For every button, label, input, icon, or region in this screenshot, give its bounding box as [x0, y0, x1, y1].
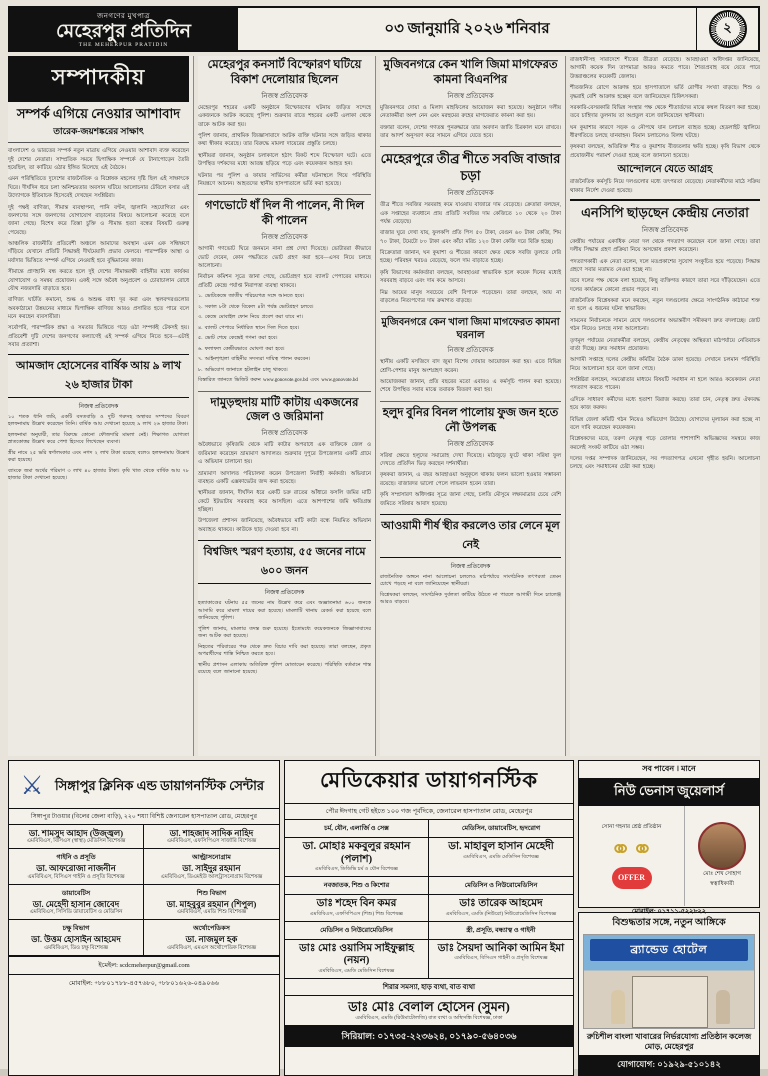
doctor-specialty: ডায়াবেটিস	[61, 889, 91, 897]
ad-mediclear-diagnostic[interactable]	[284, 760, 574, 1076]
doctor-name: ডাঃ শহেদ বিন কমর	[316, 898, 397, 910]
article-para: সরিষা ক্ষেতে হলুদের সমারোহ দেখা দিয়েছে। মাঠজুড়ে ফুটে থাকা সরিষা ফুল দেখতে প্রতিদিন ভিড় করছেন দর্শনার্থীরা।	[380, 452, 561, 468]
article-byline: নিজস্ব প্রতিবেদক	[447, 189, 494, 198]
mediclear-doctor-row	[285, 838, 573, 877]
owner-role: স্বত্বাধিকারী	[710, 881, 734, 887]
doctor-degree: এমবিবিএস, ডিডিভি চর্ম ও যৌন বিশেষজ্ঞ	[314, 866, 399, 873]
masthead-date: ০৩ জানুয়ারি ২০২৬ শনিবার	[384, 20, 550, 37]
clinic-email-label: ইমেইল:	[98, 961, 118, 969]
restaurant-contact-phone: ০১৯২৯-৫১০১৪২	[657, 1059, 721, 1069]
restaurant-photo	[583, 934, 755, 1029]
masthead-nameplate	[10, 8, 238, 50]
ad-singapore-clinic[interactable]	[8, 760, 280, 1076]
restaurant-contact-label: যোগাযোগ:	[617, 1059, 656, 1069]
article-para: ১০ শতক ধানি জমি, একটি বসতবাড়ি ও দুটি গরুসহ অস্থাবর সম্পদের বিবরণ হলফনামায় উল্লেখ করেছেন তিনি। বার্ষিক আয় দেখানো হয়েছে ৯ লাখ ২৬ হাজার টাকা।	[8, 414, 189, 427]
article-para: রাজনৈতিক অঙ্গনে নানা আলোচনা চললেও মাঠপর্যায়ে সাংগঠনিক তৎপরতা তেমন চোখে পড়ছে না বলে জানিয়েছেন স্থানীয়রা।	[380, 574, 561, 588]
editorial-para: সর্বোপরি, পারস্পরিক শ্রদ্ধা ও সমতার ভিত্তিতে গড়ে ওঠা সম্পর্কই টেকসই হয়। প্রতিবেশী দুটি দেশের জনগণের কল্যাণেই এই সম্পর্ক এগিয়ে নিতে হবে—এটাই সবার প্রত্যাশা।	[8, 325, 189, 349]
clinic-phone-value: +৮৮০১৭৮৮-৪৫৭৬৮০, +৮৮০১৬২৬-০৪৯০৬৬	[94, 979, 219, 987]
article	[380, 151, 561, 305]
doctor-card	[9, 885, 144, 920]
divider	[380, 311, 561, 312]
doctor-name: ডাঃ সৈয়দা আনিকা আমিন ইমা	[437, 942, 565, 954]
doctor-name: ডা. শাহজাদ সাদিক নাহিদ	[169, 828, 254, 838]
article-headline: আওয়ামী শীর্ষ স্থীর করলেও তার লেনে মূল নেই	[380, 514, 561, 558]
article-para: পুলিশ জানায়, মামলার তদন্ত শুরু হয়েছে। ইতোমধ্যে কয়েকজনকে জিজ্ঞাসাবাদের জন্য আটক করা হয়েছে।	[198, 626, 371, 640]
restaurant-signboard: ব্র্যান্ডেড হোটেল	[590, 939, 748, 961]
doctor-card	[285, 895, 429, 921]
editorial-banner: সম্পাদকীয়	[8, 56, 189, 102]
ad-clinic-header	[9, 761, 279, 809]
doctor-degree: এমবিবিএস, এমএস অর্থোপেডিক বিশেষজ্ঞ	[166, 944, 256, 951]
article-para: মুজিবনগরে দোয়া ও মিলাদ মাহফিলের আয়োজন করা হয়েছে। অনুষ্ঠানে দলীয় নেতাকর্মীরা অংশ নেন এবং মরহুমের রুহের মাগফেরাত কামনা করা হয়।	[380, 104, 561, 120]
doctor-card	[9, 825, 144, 849]
article-byline: নিজস্ব প্রতিবেদক	[641, 225, 689, 234]
masthead	[8, 6, 760, 52]
doctor-name: ডা. মেহেদী হাসান জোবেদ	[32, 898, 120, 909]
serial-label: সিরিয়াল:	[341, 1030, 376, 1041]
doctor-name: ডা. নাজমুল হক	[185, 934, 238, 945]
article-list-item: ৩. কেন্দ্রে মোবাইল ফোন নিয়ে প্রবেশ করা যাবে না।	[198, 315, 303, 320]
jewellers-owner	[684, 806, 759, 906]
page-number: ২	[716, 17, 740, 41]
editorial-byline: তারেক-জয়শঙ্করের সাক্ষাৎ	[8, 124, 189, 143]
doctor-name: ডাঃ মোঃ বেলাল হোসেন (সুমন)	[348, 999, 510, 1015]
clinic-phone-label: মোবাইল:	[69, 979, 93, 987]
ad-new-venus-jewellers[interactable]	[578, 760, 760, 915]
article-para: ঘন কুয়াশার কারণে সড়ক ও নৌপথে যান চলাচল ব্যাহত হচ্ছে। হেডলাইট জ্বালিয়ে ধীরগতিতে চলছে যানবাহন। বিমান চলাচলেও বিলম্ব ঘটছে।	[570, 124, 760, 139]
owner-photo	[698, 822, 746, 870]
category-label: মেডিসিন, ডায়াবেটিস, হৃদরোগ	[461, 825, 541, 832]
article-list-item: ১. ভোটকেন্দ্রে জাতীয় পরিচয়পত্র সঙ্গে আনতে হবে।	[198, 294, 305, 299]
article-byline: নিজস্ব প্রতিবেদক	[261, 91, 308, 100]
article-byline: নিজস্ব প্রতিবেদক	[450, 563, 491, 570]
ad-clinic-doctor-grid	[9, 825, 279, 956]
divider	[198, 391, 371, 392]
doctor-card	[144, 920, 279, 955]
divider	[380, 146, 561, 147]
article-para: আগামী সপ্তাহে দলের কেন্দ্রীয় কমিটির বৈঠক ডাকা হয়েছে। সেখানে চলমান পরিস্থিতি নিয়ে আলোচনা হবে বলে জানা গেছে।	[570, 357, 760, 372]
doctor-degree: এমবিবিএস, ডিএমইউ আলট্রাসনোগ্রাম বিশেষজ্ঞ	[160, 873, 263, 880]
article-para: ভ্রাম্যমাণ আদালত পরিচালনা করেন উপজেলা নির্বাহী কর্মকর্তা। অভিযানে ব্যবহৃত একটি এক্সকাভেটর জব্দ করা হয়েছে।	[198, 470, 371, 485]
article-headline: বিশ্বজিৎ স্মরণ হত্যায়, ৫৫ জনের নামে ৬০০ জনন	[198, 540, 371, 584]
editorial-headline: সম্পর্ক এগিয়ে নেওয়ার আশাবাদ	[16, 106, 181, 121]
jewellers-tagline: সোনা গহনার শ্রেষ্ঠ প্রতিষ্ঠান	[601, 824, 662, 831]
jewellers-left	[579, 806, 684, 906]
article	[198, 396, 371, 535]
doctor-specialty: অর্থোপেডিকস	[193, 925, 230, 933]
article-para: রাজধানীসহ সারাদেশে শীতের তীব্রতা বেড়েছে। আবহাওয়া অধিদপ্তর জানিয়েছে, আগামী কয়েক দিন তাপমাত্রা আরও কমতে পারে। শৈত্যপ্রবাহ বয়ে যেতে পারে উত্তরাঞ্চলের কয়েকটি জেলায়।	[570, 57, 760, 80]
article-para: আগামী গণভোট ঘিরে জনমনে নানা প্রশ্ন দেখা দিয়েছে। ভোটাররা কীভাবে ভোট দেবেন, কোন পদ্ধতিতে ভোট গ্রহণ করা হবে—এসব নিয়ে চলছে আলোচনা।	[198, 246, 371, 269]
article-para: হলফনামা অনুযায়ী, তার বিরুদ্ধে কোনো ফৌজদারি মামলা নেই। শিক্ষাগত যোগ্যতা স্নাতকোত্তর উল্লেখ করে পেশা হিসেবে লিখেছেন ব্যবসা।	[8, 432, 189, 445]
article-para: ব্যাংকে জমা অর্থের পরিমাণ ৩ লাখ ৪০ হাজার টাকা। কৃষি খাত থেকে বার্ষিক আয় ৭৮ হাজার টাকা দেখানো হয়েছে।	[8, 468, 189, 481]
doctor-card	[429, 895, 573, 921]
doctor-card	[285, 838, 429, 876]
mediclear-serial-contact[interactable]	[285, 1026, 573, 1047]
masthead-title: মেহেরপুর প্রতিদিন	[55, 21, 192, 43]
restaurant-contact[interactable]	[579, 1055, 759, 1075]
article-list-item: ৬. ফলাফল কেন্দ্রীয়ভাবে ঘোষণা করা হবে।	[198, 346, 285, 352]
column-three	[380, 56, 566, 756]
article-links: বিস্তারিত জানতে ভিজিট করুন www.gonovote.gov.bd এবং www.gonovote.bd	[198, 378, 358, 383]
article-para: বিশ্লেষকরা বলছেন, সাংগঠনিক দুর্বলতা কাটিয়ে উঠতে না পারলে আগামী দিনে চ্যালেঞ্জ আরও বাড়বে।	[380, 592, 561, 606]
article	[198, 199, 371, 384]
article-headline: গণভোটে ধাঁ দিল নী পালেন, নী দিল কী পালেন	[204, 200, 365, 228]
article-para: মেহেরপুর শহরের একটি অনুষ্ঠানে বিস্ফোরণের ঘটনায় জড়িত সন্দেহে একজনকে আটক করেছে পুলিশ। শুক্রবার রাতে শহরের একটি এলাকা থেকে তাকে আটক করা হয়।	[198, 104, 371, 128]
category-label: নবজাতক, শিশু ও কিশোর	[285, 877, 429, 894]
article-para: হত্যাকাণ্ডের ঘটনায় ৫৫ জনের নাম উল্লেখ করে এবং অজ্ঞাতনামা ৬০০ জনকে আসামি করে মামলা দায়ের করা হয়েছে। মামলাটি থানায় রেকর্ড করা হয়েছে বলে জানিয়েছে পুলিশ।	[198, 601, 371, 622]
doctor-card	[285, 996, 573, 1026]
category-label: স্ত্রী, প্রসূতি, বন্ধ্যাত্ব ও গাইনী	[466, 926, 536, 934]
article-para: নির্বাচন কমিশন সূত্রে জানা গেছে, ভোটগ্রহণ হবে ব্যালট পেপারের মাধ্যমে। প্রতিটি কেন্দ্রে পর্যাপ্ত নিরাপত্তা ব্যবস্থা থাকবে।	[198, 274, 371, 289]
doctor-card	[429, 838, 573, 876]
doctor-name: ডা. মাহাবুল হাসান মেহেদী	[448, 841, 554, 852]
article-list-item: ৭. আইনশৃঙ্খলা বাহিনীর সদস্যরা দায়িত্ব পালন করবেন।	[198, 357, 310, 362]
article-para: আয়োজকরা জানান, প্রতি বছরের মতো এবারও এ কর্মসূচি পালন করা হয়েছে। শেষে উপস্থিত সবার মাঝে তবারক বিতরণ করা হয়।	[380, 379, 561, 394]
ad-clinic-title: সিঙ্গাপুর ক্লিনিক এন্ড ডায়াগনস্টিক সেন্টার	[55, 777, 265, 793]
ad-mediclear-address: পৌর ঈদগাহ গেট হইতে ১০০ গজ পূর্বদিকে, জেনারেল হাসপাতাল রোড, মেহেরপুর	[285, 804, 573, 820]
article-para: পুলিশ জানায়, প্রাথমিক জিজ্ঞাসাবাদে আটক ব্যক্তি ঘটনার সঙ্গে জড়িত থাকার কথা স্বীকার করেছে। তার বিরুদ্ধে মামলা দায়েরের প্রস্তুতি চলছে।	[198, 133, 371, 148]
article-para: তৃণমূল পর্যায়ের নেতাকর্মীরা বলছেন, কেন্দ্রীয় নেতৃত্বের অস্থিরতা মাঠপর্যায়ে নেতিবাচক বার্তা দিচ্ছে। দ্রুত সমাধান প্রয়োজন।	[570, 337, 760, 352]
article-para: বাজার ঘুরে দেখা যায়, ফুলকপি প্রতি পিস ৫০ টাকা, বেগুন ৬০ টাকা কেজি, শিম ৭০ টাকা, টমেটো ৮০ টাকা এবং কাঁচা মরিচ ১২০ টাকা কেজি দরে বিক্রি হচ্ছে।	[380, 230, 561, 245]
category-label: মেডিসিন ও নিউরোমেডিসিন	[285, 922, 429, 939]
article-para: বিক্রেতারা জানান, ঘন কুয়াশা ও শীতের কারণে ক্ষেত থেকে সবজি তুলতে দেরি হচ্ছে। পরিবহন খরচও বেড়েছে, ফলে দাম বাড়াতে হচ্ছে।	[380, 250, 561, 265]
clinic-phone[interactable]	[9, 975, 279, 992]
doctor-degree: এমবিবিএস, বিসিএস (স্বাস্থ্য) মেডিসিন বিশেষজ্ঞ	[26, 838, 126, 845]
ad-clinic-phone-row[interactable]	[9, 974, 279, 992]
category-label: চর্ম, যৌন, এলার্জি ও সেক্স	[285, 820, 429, 837]
jewellers-phone[interactable]: মোবাইল: ০১৭১১-৫২২৮২২	[631, 908, 707, 915]
article-list-item: ৫. ভোট শেষে কেন্দ্রেই গণনা করা হবে।	[198, 336, 278, 341]
doctor-card	[144, 885, 279, 920]
page-seal-icon	[709, 10, 747, 48]
clinic-email[interactable]	[9, 957, 279, 974]
doctor-name: ডা. উত্তম হোসাইন আহমেদ	[31, 934, 121, 945]
person-figure	[611, 990, 625, 1024]
doctor-name: ডা. শামসুদ আহাদ (উজ্জ্বল)	[28, 828, 124, 838]
article-para: অবৈধভাবে কৃষিজমি থেকে মাটি কাটার অপরাধে এক ব্যক্তিকে জেল ও জরিমানা করেছেন ভ্রাম্যমাণ আদালত। শুক্রবার দুপুরে উপজেলার একটি গ্রামে এ অভিযান চালানো হয়।	[198, 442, 371, 466]
article-byline: নিজস্ব প্রতিবেদক	[447, 91, 494, 100]
doctor-card	[429, 940, 573, 978]
editorial-para: আঞ্চলিক রাজনীতি প্রতিবেশী অঞ্চলে আমাদের অবস্থান এমন এক সন্ধিক্ষণে দাঁড়িয়ে যেখানে প্রতিটি সিদ্ধান্তই দীর্ঘমেয়াদি প্রভাব ফেলবে। পারস্পরিক আস্থা ও মর্যাদার ভিত্তিতে সম্পর্ক এগিয়ে নেওয়াই হবে বুদ্ধিমানের কাজ।	[8, 241, 189, 264]
doctor-degree: এমবিবিএস, এমডি শিশু বিশেষজ্ঞ	[176, 909, 247, 916]
article-para: এদিকে সাধারণ কর্মীদের মধ্যে হতাশা বিরাজ করছে। তারা চান, নেতৃত্ব দ্রুত ঐক্যবদ্ধ হয়ে কাজ করুক।	[570, 396, 760, 412]
article-para: স্ত্রীর নামে ২৫ ভরি স্বর্ণালংকার এবং নগদ ২ লাখ টাকা রয়েছে বলেও হলফনামায় উল্লেখ করা হয়েছে।	[8, 450, 189, 463]
column-four	[570, 56, 760, 756]
category-label: শিরার সমস্যা, হাড় ব্যথা, বাত ব্যথা	[285, 979, 573, 996]
doctor-name: ডা. সাইদুর রহমান	[182, 863, 241, 874]
doctor-degree: এমবিবিএস, ডিও চক্ষু বিশেষজ্ঞ	[43, 944, 108, 951]
column-two	[198, 56, 376, 756]
category-label: মেডিসিন ও নিউরোমেডিসিন	[464, 882, 538, 890]
doctor-specialty: আল্ট্রাসনোগ্রাম	[192, 854, 231, 862]
ad-clinic-contact[interactable]	[9, 956, 279, 974]
doctor-specialty: গাইনি ও প্রসূতি	[56, 854, 96, 862]
article-para: রাজনৈতিক বিশ্লেষকরা মনে করছেন, নতুন দলগুলোর ক্ষেত্রে সাংগঠনিক কাঠামো শক্ত না হলে এ ধরনের ঘটনা স্বাভাবিক।	[570, 298, 760, 313]
article-para: স্থানীয়রা জানান, অনুষ্ঠান চলাকালে হঠাৎ বিকট শব্দে বিস্ফোরণ ঘটে। এতে উপস্থিত দর্শকদের মধ্যে আতঙ্ক ছড়িয়ে পড়ে এবং কয়েকজন আহত হন।	[198, 152, 371, 168]
article-para: রাজনৈতিক কর্মসূচি নিয়ে দলগুলোর মধ্যে তৎপরতা বেড়েছে। নেতাকর্মীদের মাঠে সক্রিয় থাকার নির্দেশ দেওয়া হয়েছে।	[570, 179, 760, 194]
doctor-degree: এমবিবিএস, এমডি মেডিসিন বিশেষজ্ঞ	[463, 853, 539, 860]
clinic-logo-icon: ⚔	[20, 771, 44, 800]
doctor-card	[9, 920, 144, 955]
article-para: স্থানীয়রা জানান, দীর্ঘদিন ধরে একটি চক্র রাতের আঁধারে ফসলি জমির মাটি কেটে ইটভাটায় সরবরাহ করে আসছিল। এতে আশপাশের জমি ক্ষতিগ্রস্ত হচ্ছিল।	[198, 490, 371, 513]
article	[380, 406, 561, 508]
ad-mediclear-title: মেডিকেয়ার ডায়াগনস্টিক	[285, 761, 573, 804]
article-para: পদত্যাগকারী এক নেতা বলেন, দলে মতপ্রকাশের সুযোগ সংকুচিত হয়ে পড়েছে। সিদ্ধান্ত গ্রহণে সবার মতামত নেওয়া হচ্ছে না।	[570, 258, 760, 273]
article-para: সরকারি-বেসরকারি বিভিন্ন সংস্থার পক্ষ থেকে শীতার্তদের মাঝে কম্বল বিতরণ করা হচ্ছে। তবে চাহিদার তুলনায় তা অপ্রতুল বলে জানিয়েছেন স্থানীয়রা।	[570, 104, 760, 120]
article-byline: নিজস্ব প্রতিবেদক	[447, 346, 494, 355]
ad-stack-right	[578, 760, 760, 1076]
doctor-degree: এমবিবিএস, বিসিএস গাইনী ও প্রসূতি বিশেষজ্ঞ	[454, 955, 548, 962]
editorial-para: সীমান্তে প্রাণহানি বন্ধ করতে হলে দুই দেশের সীমান্তরক্ষী বাহিনীর মধ্যে কার্যকর যোগাযোগ ও সমন্বয় প্রয়োজন। একই সঙ্গে অবৈধ অনুপ্রবেশ ও চোরাচালান রোধে যৌথ নজরদারি বাড়াতে হবে।	[8, 269, 189, 292]
doctor-degree: এমবিবিএস, এমডি মেডিসিন বিশেষজ্ঞ	[318, 968, 395, 974]
article-para: বিশ্লেষকদের মতে, তরুণ নেতৃত্ব গড়ে তোলার পাশাপাশি অভিজ্ঞদের সমন্বয়ে কাজ করলেই সংকট কাটিয়ে ওঠা সম্ভব।	[570, 436, 760, 451]
doctor-degree: এমবিবিএস, এফসিপিএস (শিশু) শিশু বিশেষজ্ঞ	[309, 910, 404, 917]
article-para: উপজেলা প্রশাসন জানিয়েছে, অবৈধভাবে মাটি কাটা বন্ধে নিয়মিত অভিযান অব্যাহত থাকবে। কাউকে ছাড় দেওয়া হবে না।	[198, 518, 371, 533]
article-para: কেন্দ্রীয় পর্যায়ের একাধিক নেতা দল থেকে পদত্যাগ করেছেন বলে জানা গেছে। তারা দলীয় সিদ্ধান্ত গ্রহণ প্রক্রিয়া নিয়ে অসন্তোষ প্রকাশ করেছেন।	[570, 238, 760, 254]
divider	[380, 401, 561, 402]
article-headline: দামুড়হুদায় মাটি কাটায় একজনের জেল ও জরিমানা	[210, 396, 359, 424]
article-headline: এনসিপি ছাড়ছেন কেন্দ্রীয় নেতারা	[581, 204, 749, 220]
doctor-specialty: চক্ষু বিভাগ	[62, 925, 90, 933]
ad-clinic-address: সিঙ্গাপুর টাওয়ার (বিলের জেলা বাড়ি), ২২০ শয্যা বিশিষ্ট জেনারেল হাসপাতাল রোড, মেহেরপুর	[9, 809, 279, 825]
article-para: তীব্র শীতে সবজির সরবরাহ কমে যাওয়ায় বাজারে দাম বেড়েছে। ক্রেতারা বলছেন, এক সপ্তাহের ব্যবধানে প্রায় প্রতিটি সবজির দাম কেজিতে ১০ থেকে ২০ টাকা পর্যন্ত বেড়েছে।	[380, 202, 561, 225]
mediclear-doctor-row	[285, 940, 573, 979]
article-para: ঘটনার পর পুলিশ ও ফায়ার সার্ভিসের কর্মীরা ঘটনাস্থলে গিয়ে পরিস্থিতি নিয়ন্ত্রণে আনেন। আহতদের স্থানীয় হাসপাতালে ভর্তি করা হয়েছে।	[198, 172, 371, 187]
column-editorial	[8, 56, 194, 756]
jewellers-body	[579, 806, 759, 906]
article-headline: মুজিবনগরে কেন খালি জিমা মাগফেরত কামনা বিএনপির	[383, 59, 558, 86]
doctor-degree: এমবিবিএস, সিসিডি ডায়াবেটিস ও মেডিসিন	[29, 909, 123, 916]
article-byline: নিজস্ব প্রতিবেদক	[261, 429, 308, 438]
owner-name: মোঃ শেখ সোহাগ	[703, 871, 741, 878]
article-byline: নিজস্ব প্রতিবেদক	[261, 233, 308, 242]
masthead-subtitle: THE MEHERPUR PRATIDIN	[78, 41, 169, 48]
mediclear-category-row	[285, 820, 573, 838]
masthead-kicker: জনগণের মুখপাত্র	[96, 12, 151, 21]
restaurant-caption: রুচিশীল বাংলা খাবারের নির্ভরযোগ্য প্রতিষ্ঠান কলেজ মোড়, মেহেরপুর	[586, 1032, 752, 1051]
jewellers-tagline-top: সব পাবেন । মানে	[579, 761, 759, 779]
article-headline: আমজাদ হোসেনের বার্ষিক আয় ৯ লাখ ২৬ হাজার টাকা	[8, 354, 189, 398]
article-para: বক্তারা বলেন, দেশের গণতন্ত্র পুনরুদ্ধারে তার অবদান জাতি চিরকাল মনে রাখবে। তার আদর্শ অনুসরণ করে সামনে এগিয়ে যেতে হবে।	[380, 124, 561, 139]
restaurant-door	[632, 976, 709, 1028]
article-para: নিহতের পরিবারের পক্ষ থেকে দ্রুত বিচার দাবি করা হয়েছে। তারা বলছেন, প্রকৃত অপরাধীদের শাস্তি নিশ্চিত করতে হবে।	[198, 644, 371, 658]
article-para: তবে দলের পক্ষ থেকে বলা হয়েছে, কিছু ব্যক্তিগত কারণে তারা সরে দাঁড়িয়েছেন। এতে দলের কার্যক্রমে কোনো প্রভাব পড়বে না।	[570, 278, 760, 293]
article-headline: আন্দোলনে যেতে আগ্রহ	[617, 164, 713, 176]
article-headline: মুজিবনগরে কেন খালা জিমা মাগফেরত কামনা ঘরনাল	[381, 317, 560, 342]
mediclear-category-row	[285, 877, 573, 895]
gold-jewellery-icon: ⚭⚭	[609, 834, 654, 864]
article-para: কৃষকরা জানান, এ বছর আবহাওয়া অনুকূলে থাকায় ফলন ভালো হওয়ার সম্ভাবনা রয়েছে। বাজারদর ভালো পেলে লাভবান হবেন তারা।	[380, 472, 561, 487]
doctor-degree: এমবিবিএস, এফসিপিএস সার্জারি বিশেষজ্ঞ	[166, 838, 257, 845]
article-para: স্থানীয় প্রশাসন এলাকায় অতিরিক্ত পুলিশ মোতায়েন করেছে। পরিস্থিতি বর্তমানে শান্ত রয়েছে বলে জানানো হয়েছে।	[198, 662, 371, 676]
article-para: সংশ্লিষ্টরা বলছেন, সমঝোতার মাধ্যমে বিষয়টি সমাধান না হলে আরও কয়েকজন নেতা পদত্যাগ করতে পারেন।	[570, 377, 760, 392]
doctor-degree: এমবিবিএস, এমডি (নিউরো) নিউরোমেডিসিন বিশেষজ্ঞ	[445, 910, 557, 917]
mediclear-doctor-row	[285, 895, 573, 922]
article-para: সামনের নির্বাচনকে সামনে রেখে দলগুলোর অভ্যন্তরীণ সমীকরণ দ্রুত বদলাচ্ছে। জোট গঠন নিয়েও চলছে নানা আলোচনা।	[570, 317, 760, 333]
article-headline: হলুদ বুনির বিনল পালোয় ফুজ জন হতে নৌ উপলব্ধ	[382, 406, 559, 434]
doctor-name: ডাঃ মোঃ ওয়াসিম সাইফুল্লাহ (নয়ন)	[299, 942, 414, 967]
doctor-name: ডা. আফরোজা নাজনীন	[36, 863, 116, 874]
restaurant-tagline: বিশুদ্ধতার সঙ্গে, নতুন আঙ্গিকে	[612, 918, 726, 928]
doctor-degree: এমবিবিএস, এমডি (রিউমাটোলজি) বাত ব্যথা ও অস্থিসন্ধি বিশেষজ্ঞ, ঢাকা	[355, 1014, 503, 1021]
article-list-item: ৪. ব্যালট পেপারে নির্ধারিত স্থানে সিল দিতে হবে।	[198, 325, 300, 331]
offer-badge: OFFER	[612, 867, 652, 889]
article-para: কৃষি সম্প্রসারণ অধিদপ্তর সূত্রে জানা গেছে, চলতি মৌসুমে লক্ষ্যমাত্রার চেয়ে বেশি জমিতে সরিষার আবাদ হয়েছে।	[380, 492, 561, 507]
article-para: দলের দপ্তর সম্পাদক জানিয়েছেন, সব পদত্যাগপত্র এখনো গৃহীত হয়নি। আলোচনা চলছে এবং সমাধানের চেষ্টা করা হচ্ছে।	[570, 456, 760, 471]
editorial-para: বাণিজ্য ঘাটতি কমানো, শুল্ক ও অশুল্ক বাধা দূর করা এবং স্থলবন্দরগুলোর অবকাঠামো উন্নয়নের মাধ্যমে দ্বিপাক্ষিক বাণিজ্য আরও প্রসারিত হতে পারে বলে মনে করছেন ব্যবসায়ীরা।	[8, 297, 189, 320]
article-para: কৃষকরা বলছেন, অতিরিক্ত শীত ও কুয়াশায় বীজতলার ক্ষতি হচ্ছে। কৃষি বিভাগ থেকে প্রয়োজনীয় পরামর্শ দেওয়া হচ্ছে বলে জানানো হয়েছে।	[570, 144, 760, 159]
clinic-email-value: scdcmeherpur@gmail.com	[119, 961, 190, 969]
article-list-item: ২. সকাল ৮টা থেকে বিকেল ৪টা পর্যন্ত ভোটগ্রহণ চলবে।	[198, 304, 314, 310]
article	[198, 58, 371, 188]
article-byline: নিজস্ব প্রতিবেদক	[264, 590, 305, 597]
doctor-degree: এমবিবিএস, বিসিএস গাইনি ও প্রসূতি বিশেষজ্ঞ	[27, 873, 125, 880]
doctor-specialty: শিশু বিভাগ	[196, 889, 227, 897]
person-figure	[716, 990, 730, 1024]
article-para: শীতজনিত রোগে আক্রান্ত হয়ে হাসপাতালে ভর্তি রোগীর সংখ্যা বাড়ছে। শিশু ও বৃদ্ধরাই বেশি আক্রান্ত হচ্ছেন বলে জানিয়েছেন চিকিৎসকরা।	[570, 85, 760, 100]
article-para: স্থানীয় একটি মসজিদে বাদ জুমা বিশেষ দোয়ার আয়োজন করা হয়। এতে বিভিন্ন শ্রেণি-পেশার মানুষ অংশগ্রহণ করেন।	[380, 359, 561, 374]
doctor-name: ডাঃ তারেক আহমেদ	[459, 898, 543, 910]
serial-phone: ০১৭৩৫-২২৩৬২৪, ০১৭৯০-৫৬৪০৩৬	[377, 1030, 517, 1041]
editorial-para: বাংলাদেশ ও ভারতের সম্পর্ক নতুন মাত্রায় এগিয়ে নেওয়ার আশাবাদ ব্যক্ত করেছেন দুই দেশের নেতারা। সাম্প্রতিক সময়ে দ্বিপাক্ষিক সম্পর্কে যে টানাপোড়েন তৈরি হয়েছিল, তা কাটিয়ে ওঠার ইঙ্গিত মিলেছে এই বৈঠকে।	[8, 148, 189, 171]
editorial-para: এমন পরিস্থিতিতে দুদেশের রাজনৈতিক ও বিশ্লেষক মহলের দৃষ্টি ছিল এই সাক্ষাৎকে ঘিরে। দীর্ঘদিন ধরে চলা অনিশ্চয়তার অবসান ঘটিয়ে আলোচনার টেবিলে বসার এই উদ্যোগকে ইতিবাচক হিসেবেই দেখছেন সংশ্লিষ্টরা।	[8, 176, 189, 200]
doctor-card	[144, 849, 279, 884]
divider	[570, 199, 760, 201]
doctor-name: ডা. মাহবুবুর রহমান (শিপুল)	[166, 898, 257, 909]
article-columns	[8, 56, 760, 756]
jewellers-title: নিউ ভেনাস জুয়েলার্স	[579, 779, 759, 806]
doctor-card	[144, 825, 279, 849]
article	[380, 316, 561, 395]
doctor-card	[9, 849, 144, 884]
article-para: কৃষি বিভাগের কর্মকর্তারা বলছেন, আবহাওয়া স্বাভাবিক হলে কয়েক দিনের মধ্যেই সরবরাহ বাড়বে এবং দাম কমে আসবে।	[380, 269, 561, 285]
editorial-para: দুই পক্ষই বাণিজ্য, সীমান্ত ব্যবস্থাপনা, পানি বণ্টন, জ্বালানি সহযোগিতা এবং জনগণের সঙ্গে জনগণের যোগাযোগ বাড়ানোর বিষয়ে আলোচনা করেছে বলে জানা গেছে। বিশেষ করে তিস্তা চুক্তি ও সীমান্ত হত্যা বন্ধের বিষয়টি গুরুত্ব পেয়েছে।	[8, 204, 189, 236]
article	[380, 58, 561, 140]
article-list-item: ৮. অভিযোগ জানাতে হটলাইন চালু থাকবে।	[198, 367, 288, 373]
article-headline: মেহেরপুর কনসার্ট বিস্ফোরণ ঘটিয়ে বিকাশ দেলোয়ার ছিলেন	[207, 59, 362, 86]
divider	[198, 194, 371, 195]
masthead-seal-wrap	[696, 8, 758, 50]
ad-restaurant[interactable]	[578, 912, 760, 1076]
article-para: বিভিন্ন জেলা কমিটি গঠন নিয়েও অভিযোগ উঠেছে। যোগ্যদের মূল্যায়ন করা হচ্ছে না বলে দাবি করেছেন কয়েকজন।	[570, 416, 760, 431]
advertisement-zone	[8, 760, 760, 1076]
article-byline: নিজস্ব প্রতিবেদক	[78, 403, 119, 410]
article-byline: নিজস্ব প্রতিবেদক	[447, 439, 494, 448]
mediclear-category-row	[285, 922, 573, 940]
article-headline: মেহেরপুরে তীব্র শীতে সবজি বাজার চড়া	[380, 151, 561, 184]
doctor-name: ডা. মোহাঃ মকবুলুর রহমান (পলাশ)	[302, 841, 411, 865]
doctor-card	[285, 940, 429, 978]
article-para: নিম্ন আয়ের মানুষ সবচেয়ে বেশি বিপাকে পড়েছেন। তারা বলছেন, আয় না বাড়লেও নিত্যপণ্যের দাম ক্রমাগত বাড়ছে।	[380, 289, 561, 304]
